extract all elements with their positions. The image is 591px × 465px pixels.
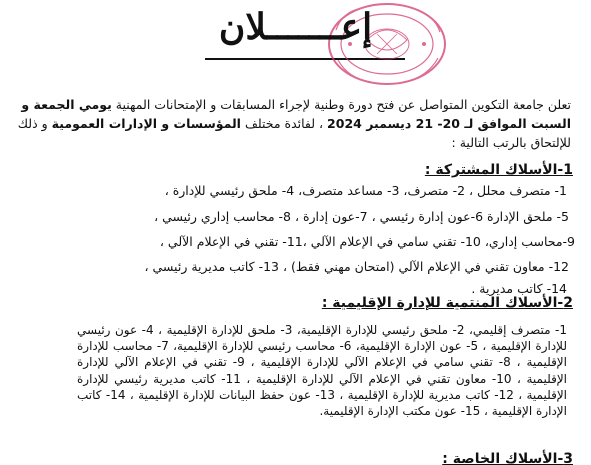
section-special-corps-title: 3-الأسلاك الخاصة : (442, 451, 573, 465)
list-item: 14- كاتب مديرية . (471, 281, 567, 296)
list-item: 9-محاسب إداري، 10- تقني سامي في الإعلام الآلي ،11- تقني في الإعلام الآلي ، (159, 234, 575, 249)
intro-text-2: ، لفائدة مختلف (240, 116, 328, 131)
list-item: 1- متصرف محلل ، 2- متصرف، 3- مساعد متصرف، 4- ملحق رئيسي للإدارة ، (164, 183, 567, 198)
section-territorial-admin-list: 1- متصرف إقليمي، 2- ملحق رئيسي للإدارة الإقليمية، 3- ملحق للإدارة الإقليمية ، 4- عون رئيسي للإدارة الإقليمية ، 5- عون الإدارة الإقليمية، 6- محاسب رئيسي للإدارة الإقليمية، 7- محاسب للإدارة الإقليمية ، 8- تقني سامي في الإعلام الآلي للإدارة الإقليمية ، 9- تقني في الإعلام الآلي للإدارة الإقليمية ، 10- معاون تقني في الإعلام الآلي للإدارة الإقليمية ، 11- كاتب مديرية رئيسي للإدارة الإقليمية ، 12- كاتب مديرية للإدارة الإقليمية ، 13- عون حفظ البيانات للإدارة الإقليمية ، 14- كاتب الإدارة الإقليمية ، 15- عون مكتب الإدارة الإقليمية. (77, 323, 568, 419)
intro-dates: يومي الجمعة و السبت الموافق لـ 20- 21 ديسمبر 2024 (21, 97, 571, 131)
intro-paragraph (14, 95, 571, 152)
intro-text-1: تعلن جامعة التكوين المتواصل عن فتح دورة وطنية لإجراء المسابقات و الإمتحانات المهنية (111, 97, 571, 112)
section-common-corps-title: 1-الأسلاك المشتركة : (424, 162, 573, 178)
list-item: 5- ملحق الإدارة 6-عون إدارة رئيسي ، 7-عون إدارة ، 8- محاسب إداري رئيسي ، (154, 209, 569, 224)
page-title: إعـــــــلان (218, 6, 373, 48)
section-territorial-admin-title: 2-الأسلاك المنتمية للإدارة الإقليمية : (321, 295, 573, 311)
intro-beneficiaries: المؤسسات و الإدارات العمومية (51, 116, 241, 131)
intro-text-3: و ذلك للإلتحاق بالرتب التالية : (17, 116, 571, 150)
list-item: 12- معاون تقني في الإعلام الآلي (امتحان مهني فقط) ، 13- كاتب مديرية رئيسي ، (144, 259, 569, 274)
